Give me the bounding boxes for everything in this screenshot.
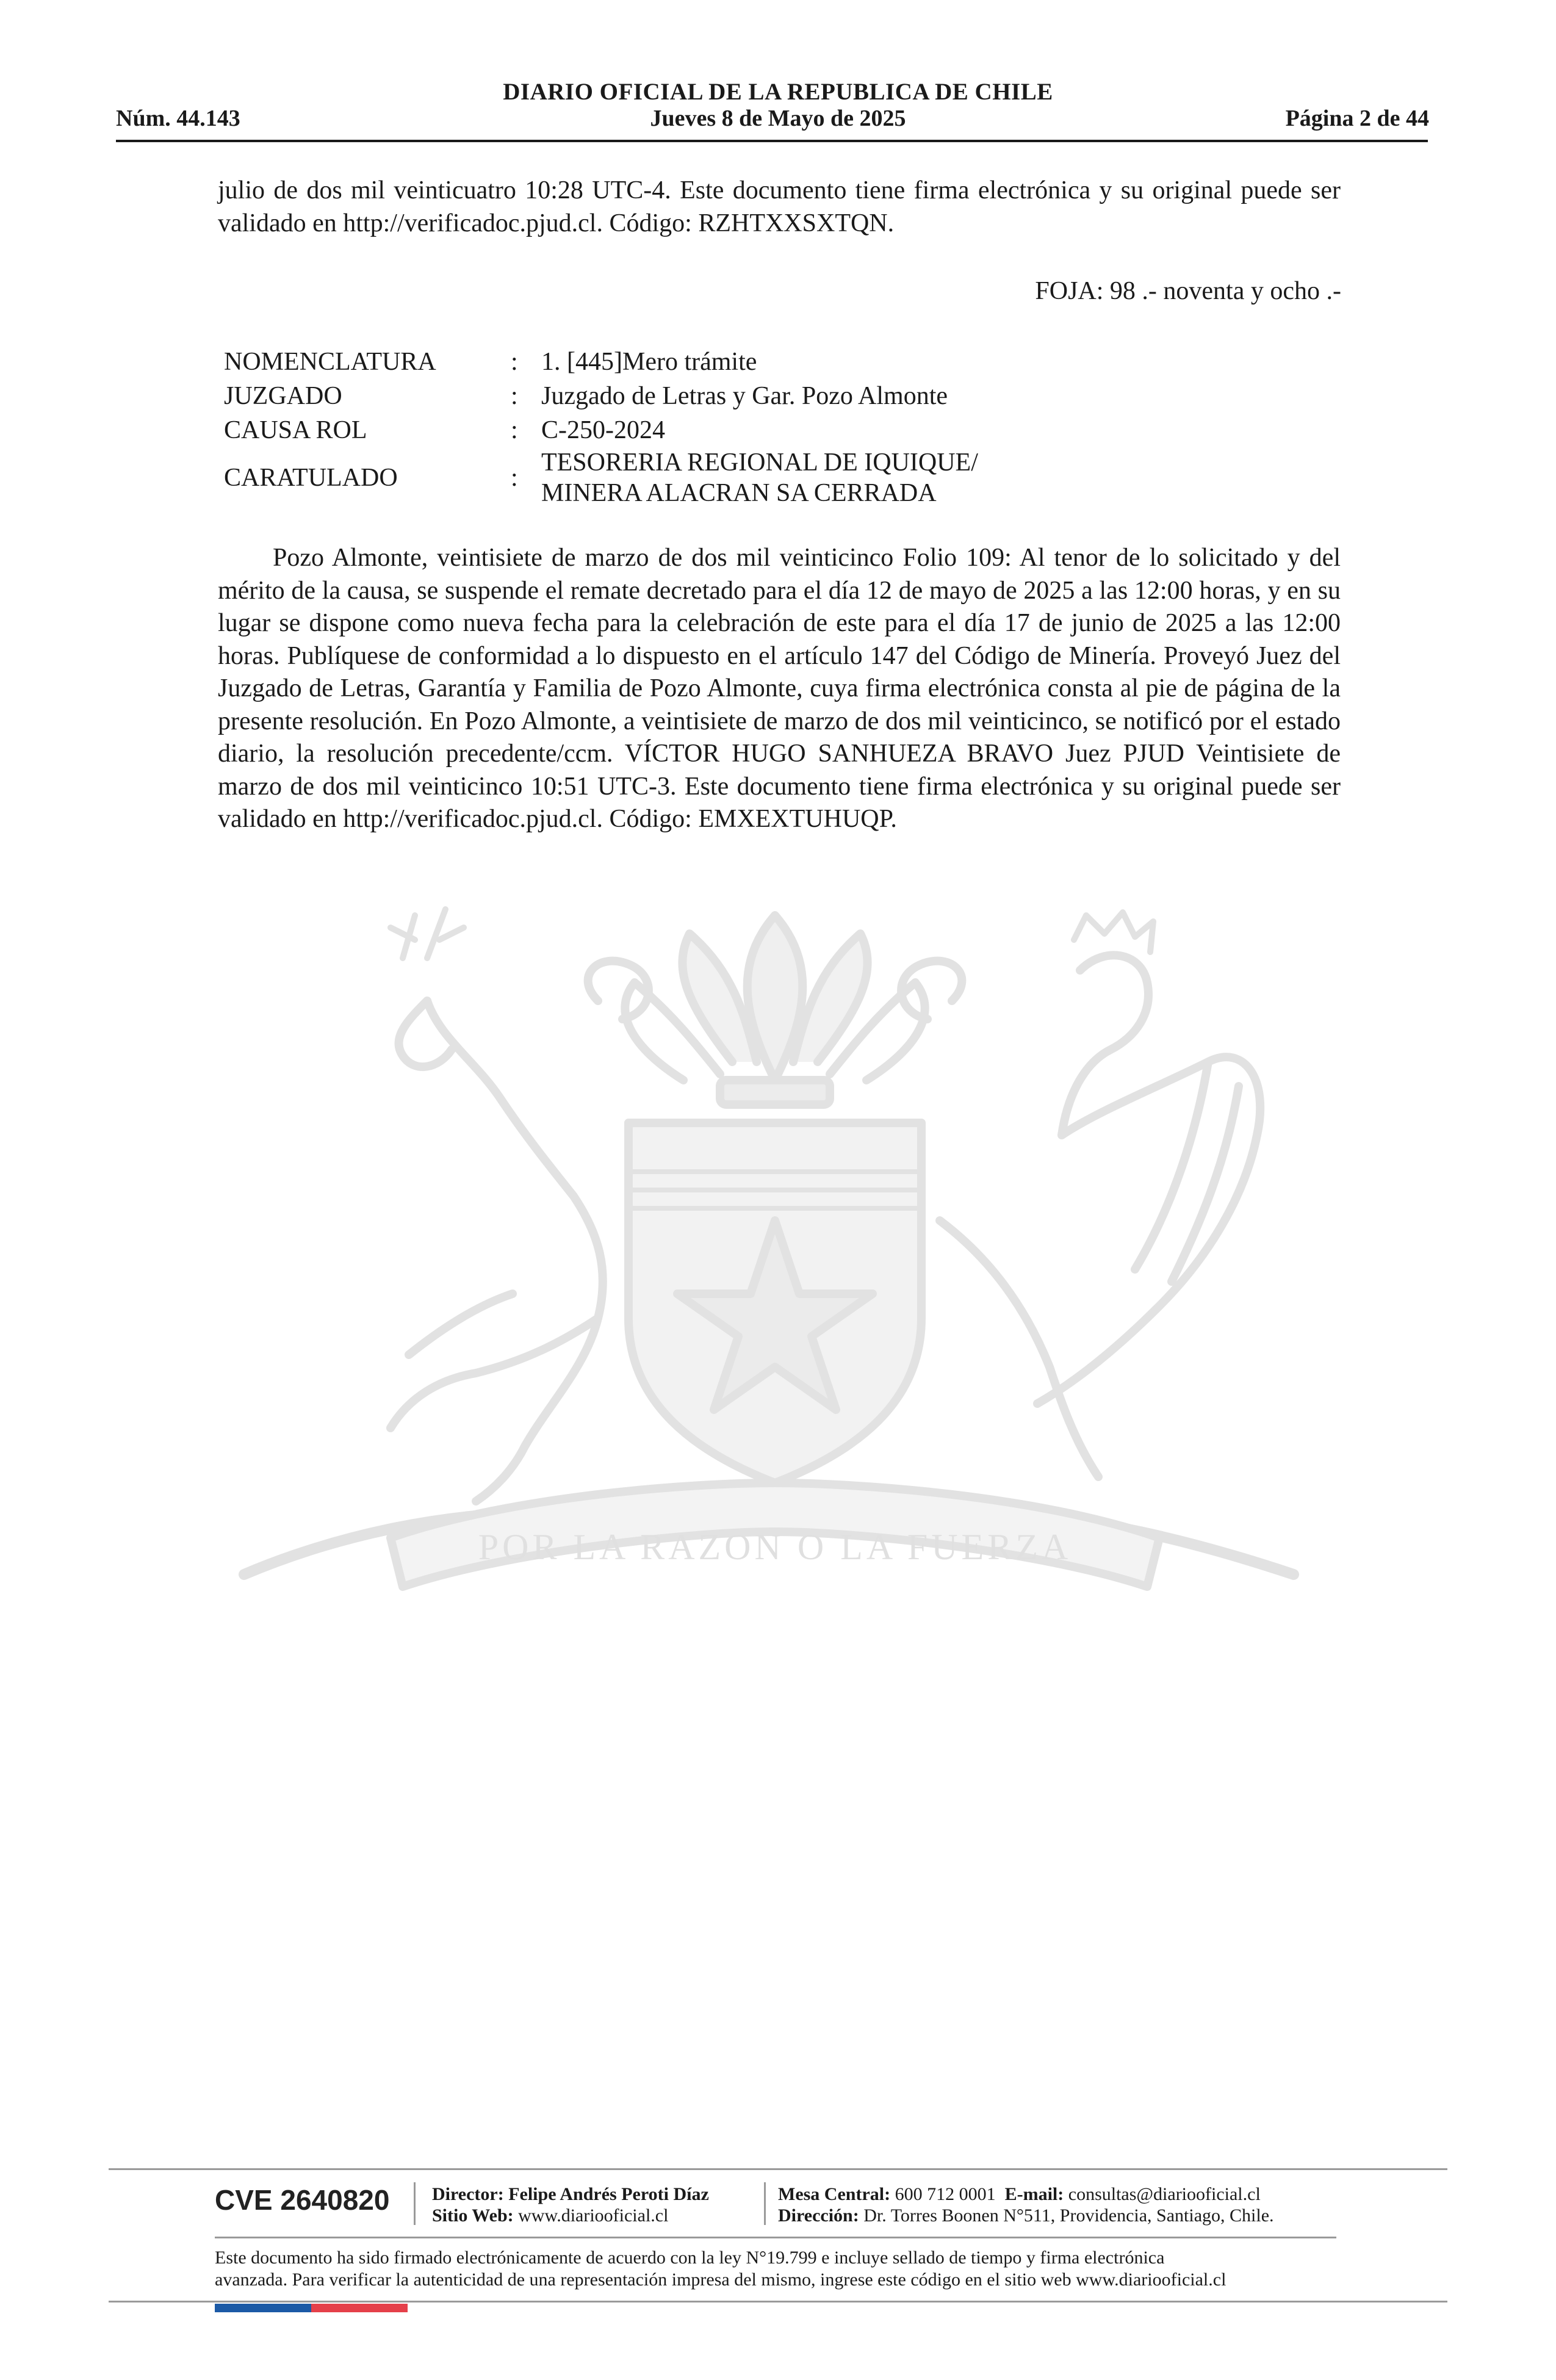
caratulado-value xyxy=(541,447,978,508)
caratulado-line-1: TESORERIA REGIONAL DE IQUIQUE/ xyxy=(541,449,978,477)
causa-rol-label: CAUSA ROL xyxy=(224,416,367,444)
causa-rol-value: C-250-2024 xyxy=(541,416,665,444)
footer-separator xyxy=(764,2182,766,2225)
case-row-causa-rol xyxy=(224,413,978,447)
newspaper-title: DIARIO OFICIAL DE LA REPUBLICA DE CHILE xyxy=(503,79,1053,105)
cve-code: CVE 2640820 xyxy=(215,2184,390,2216)
director-label: Director: xyxy=(432,2184,504,2204)
web-link[interactable]: www.diariooficial.cl xyxy=(518,2205,669,2226)
director-value: Felipe Andrés Peroti Díaz xyxy=(508,2184,709,2204)
legal-line-2: avanzada. Para verificar la autenticidad de una representación impresa del mismo, ingrese este código en el sitio web www.diariooficial.cl xyxy=(215,2270,1226,2290)
legal-notice xyxy=(215,2247,1344,2291)
foja-line: FOJA: 98 .- noventa y ocho .- xyxy=(1035,277,1341,305)
footer-divider-bottom xyxy=(109,2301,1447,2302)
direccion-value: Dr. Torres Boonen N°511, Providencia, Santiago, Chile. xyxy=(863,2205,1274,2226)
case-row-caratulado xyxy=(224,447,978,508)
footer-contact-block xyxy=(778,2183,1274,2226)
case-row-juzgado xyxy=(224,379,978,413)
page-indicator: Página 2 de 44 xyxy=(1285,106,1429,131)
nomenclatura-label: NOMENCLATURA xyxy=(224,348,436,376)
intro-paragraph: julio de dos mil veinticuatro 10:28 UTC-4. Este documento tiene firma electrónica y su original puede ser validado en http://verificadoc.pjud.cl. Código: RZHTXXSXTQN. xyxy=(218,176,1341,237)
header-divider xyxy=(116,140,1428,142)
chile-coat-of-arms-icon xyxy=(207,879,1342,1623)
direccion-label: Dirección: xyxy=(778,2205,859,2226)
colon: : xyxy=(511,416,518,444)
email-link[interactable]: consultas@diariooficial.cl xyxy=(1068,2184,1261,2204)
resolution-paragraph: Pozo Almonte, veintisiete de marzo de dos mil veinticinco Folio 109: Al tenor de lo solicitado y del mérito de la causa, se suspende el remate decretado para el día 12 de mayo de 2025 a las 12:00 horas, y en su lugar se dispone como nueva fecha para la celebración de este para el día 17 de junio de 2025 a las 12:00 horas. Publíquese de conformidad a lo dispuesto en el artículo 147 del Código de Minería. Proveyó Juez del Juzgado de Letras, Garantía y Familia de Pozo Almonte, cuya firma electrónica consta al pie de página de la presente resolución. En Pozo Almonte, a veintisiete de marzo de dos mil veinticinco, se notificó por el estado diario, la resolución precedente/ccm. VÍCTOR HUGO SANHUEZA BRAVO Juez PJUD Veintisiete de marzo de dos mil veinticinco 10:51 UTC-3. Este documento tiene firma electrónica y su original puede ser validado en http://verificadoc.pjud.cl. Código: EMXEXTUHUQP. xyxy=(218,544,1341,833)
issue-date: Jueves 8 de Mayo de 2025 xyxy=(650,106,906,131)
juzgado-value: Juzgado de Letras y Gar. Pozo Almonte xyxy=(541,382,948,410)
footer-director-block xyxy=(432,2183,709,2226)
motto-text: POR LA RAZON O LA FUERZA xyxy=(478,1527,1072,1567)
web-label: Sitio Web: xyxy=(432,2205,514,2226)
mesa-label: Mesa Central: xyxy=(778,2184,891,2204)
footer-divider-mid xyxy=(215,2237,1336,2238)
legal-line-1: Este documento ha sido firmado electrónicamente de acuerdo con la ley N°19.799 e incluye sellado de tiempo y firma electrónica xyxy=(215,2248,1165,2268)
footer-divider-top xyxy=(109,2168,1447,2170)
email-label: E-mail: xyxy=(1004,2184,1064,2204)
footer-separator xyxy=(414,2182,416,2225)
colon: : xyxy=(511,382,518,410)
caratulado-label: CARATULADO xyxy=(224,464,398,492)
mesa-value: 600 712 0001 xyxy=(895,2184,996,2204)
nomenclatura-value: 1. [445]Mero trámite xyxy=(541,348,757,376)
case-row-nomenclatura xyxy=(224,345,978,379)
flag-stripe-blue xyxy=(215,2304,311,2312)
colon: : xyxy=(511,348,518,376)
colon: : xyxy=(511,464,518,492)
issue-number: Núm. 44.143 xyxy=(116,106,240,131)
case-details-table xyxy=(224,345,978,508)
caratulado-line-2: MINERA ALACRAN SA CERRADA xyxy=(541,479,937,507)
juzgado-label: JUZGADO xyxy=(224,382,342,410)
flag-stripe-red xyxy=(311,2304,408,2312)
